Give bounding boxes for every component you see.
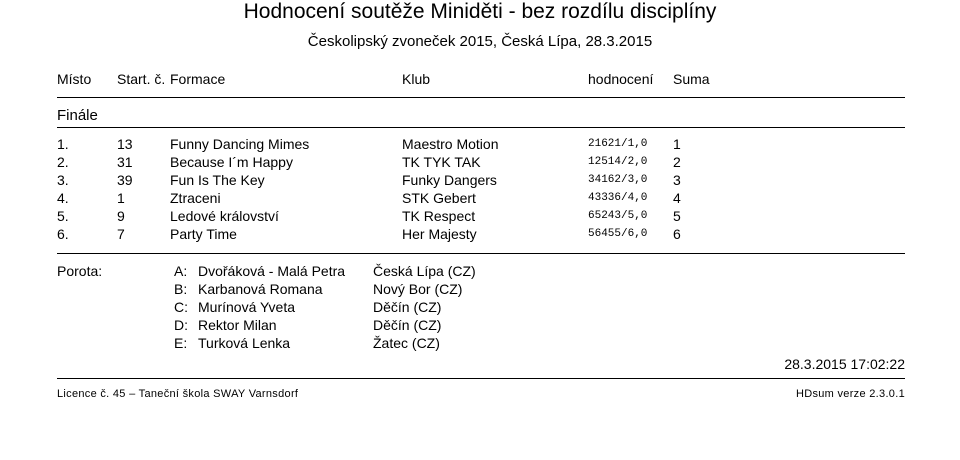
section-divider [57,127,905,128]
judge-letter: D: [174,317,188,333]
judge-location: Česká Lípa (CZ) [373,263,476,279]
section-title: Finále [57,107,98,124]
jury-divider [57,253,905,254]
start-number-cell: 31 [117,154,133,170]
sum-cell: 4 [673,190,681,206]
version-text: HDsum verze 2.3.0.1 [795,388,905,400]
judge-letter: B: [174,281,188,297]
table-row [0,171,960,189]
sum-cell: 5 [673,208,681,224]
rating-cell: 56455/6,0 [588,228,648,240]
table-row [0,207,960,225]
judge-name: Dvořáková - Malá Petra [198,263,346,279]
judge-row [0,316,960,334]
judge-row [0,334,960,352]
start-number-cell: 7 [117,226,125,242]
formation-cell: Ztraceni [170,190,221,206]
page-subtitle: Českolipský zvoneček 2015, Česká Lípa, 28.3.2015 [307,33,653,50]
header-divider [57,97,905,98]
judge-name: Murínová Yveta [198,299,296,315]
formation-cell: Ledové království [170,208,279,224]
club-cell: Maestro Motion [402,136,499,152]
place-cell: 5. [57,208,69,224]
start-number-cell: 39 [117,172,133,188]
club-cell: TK TYK TAK [402,154,481,170]
judge-name: Turková Lenka [198,335,291,351]
judge-row [0,298,960,316]
place-cell: 3. [57,172,69,188]
column-header-start: Start. č. [117,71,166,87]
column-header-rating: hodnocení [588,71,654,87]
place-cell: 2. [57,154,69,170]
jury-label: Porota: [57,263,103,279]
place-cell: 1. [57,136,69,152]
judge-location: Děčín (CZ) [373,317,442,333]
rating-cell: 12514/2,0 [588,156,648,168]
start-number-cell: 9 [117,208,125,224]
licence-text: Licence č. 45 – Taneční škola SWAY Varnsdorf [57,388,299,400]
table-row [0,153,960,171]
page-title: Hodnocení soutěže Miniděti - bez rozdílu disciplíny [243,0,717,23]
sum-cell: 3 [673,172,681,188]
start-number-cell: 1 [117,190,125,206]
club-cell: Her Majesty [402,226,477,242]
judge-letter: E: [174,335,188,351]
column-header-sum: Suma [673,71,710,87]
sum-cell: 1 [673,136,681,152]
judge-name: Rektor Milan [198,317,277,333]
judge-row [0,262,960,280]
club-cell: Funky Dangers [402,172,497,188]
column-header-club: Klub [402,71,431,87]
start-number-cell: 13 [117,136,133,152]
print-timestamp: 28.3.2015 17:02:22 [784,356,905,372]
rating-cell: 43336/4,0 [588,192,648,204]
judge-location: Nový Bor (CZ) [373,281,463,297]
club-cell: TK Respect [402,208,476,224]
judge-letter: A: [174,263,188,279]
judge-name: Karbanová Romana [198,281,323,297]
rating-cell: 65243/5,0 [588,210,648,222]
judge-location: Žatec (CZ) [373,335,440,351]
judge-row [0,280,960,298]
column-header-place: Místo [57,71,92,87]
sum-cell: 6 [673,226,681,242]
place-cell: 4. [57,190,69,206]
formation-cell: Party Time [170,226,237,242]
judge-letter: C: [174,299,188,315]
column-header-formation: Formace [170,71,226,87]
rating-cell: 34162/3,0 [588,174,648,186]
table-row [0,135,960,153]
judge-location: Děčín (CZ) [373,299,442,315]
rating-cell: 21621/1,0 [588,138,648,150]
table-row [0,189,960,207]
sum-cell: 2 [673,154,681,170]
place-cell: 6. [57,226,69,242]
table-row [0,225,960,243]
formation-cell: Fun Is The Key [170,172,265,188]
footer-divider [57,378,905,379]
club-cell: STK Gebert [402,190,476,206]
formation-cell: Funny Dancing Mimes [170,136,310,152]
formation-cell: Because I´m Happy [170,154,293,170]
